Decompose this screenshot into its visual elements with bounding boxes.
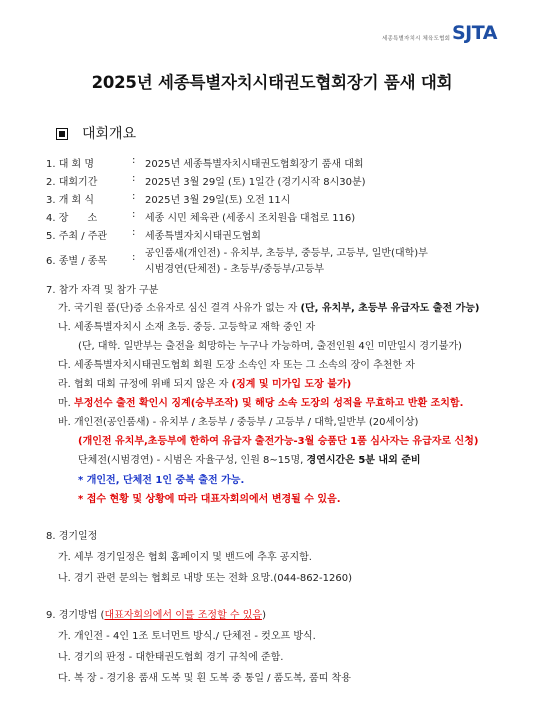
qualification-ma <box>58 394 463 409</box>
schedule-heading: 8. 경기일정 <box>46 531 98 542</box>
schedule-ga: 가. 세부 경기일정은 협회 홈페이지 및 밴드에 추후 공지함. <box>58 552 312 563</box>
sjta-logo <box>452 22 497 44</box>
schedule-na: 나. 경기 관련 문의는 협회로 내방 또는 전화 요망.(044-862-1260) <box>58 573 352 584</box>
row-label: 6. 종별 / 종목 <box>46 256 108 267</box>
method-na: 나. 경기의 판정 - 대한태권도협회 경기 규칙에 준함. <box>58 652 284 663</box>
method-heading-note: 대표자회의에서 이를 조정할 수 있음 <box>104 610 263 621</box>
overview-heading-text: 대회개요 <box>82 126 137 142</box>
qualification-team-text: 단체전(시범경연) - 시범은 자율구성, 인원 8~15명, <box>78 455 307 466</box>
qualification-ba: 바. 개인전(공인품새) - 유치부 / 초등부 / 중등부 / 고등부 / 대학,일반부 (20세이상) <box>58 417 419 428</box>
qualification-star-1 <box>78 471 244 486</box>
row-value: 시범경연(단체전) - 초등부/중등부/고등부 <box>145 264 325 275</box>
logo-caption: 세종특별자치시 체육도협회 <box>382 36 451 42</box>
logo-mark-ta: TA <box>471 22 497 44</box>
qualification-ra-note: (징계 및 미가입 도장 불가) <box>231 379 352 390</box>
row-value: 2025년 3월 29일(토) 오전 11시 <box>145 195 291 206</box>
row-value: 공인품새(개인전) - 유치부, 초등부, 중등부, 고등부, 일반(대학)부 <box>145 248 428 259</box>
row-value: 세종 시민 체육관 (세종시 조치원읍 대첩로 116) <box>145 213 356 224</box>
row-colon: : <box>132 191 136 202</box>
row-value: 2025년 세종특별자치시태권도협회장기 품새 대회 <box>145 159 364 170</box>
qualification-star-2-text: * 접수 현황 및 상황에 따라 대표자회의에서 변경될 수 있음. <box>78 494 341 505</box>
method-heading-suffix: ) <box>262 610 266 621</box>
qualification-na-sub: (단, 대학. 일반부는 출전을 희망하는 누구나 가능하며, 출전인원 4인 미만일시 경기불가) <box>78 341 462 352</box>
method-heading <box>46 606 266 621</box>
qualification-ga-text: 가. 국기원 품(단)증 소유자로 심신 결격 사유가 없는 자 <box>58 303 301 314</box>
qualification-ga <box>58 299 480 314</box>
row-value: 2025년 3월 29일 (토) 1일간 (경기시작 8시30분) <box>145 177 366 188</box>
method-heading-prefix: 9. 경기방법 ( <box>46 610 105 621</box>
page-title: 2025년 세종특별자치시태권도협회장기 품새 대회 <box>91 73 453 92</box>
qualification-ra <box>58 375 351 390</box>
filled-square-bullet-icon <box>56 128 68 140</box>
row-colon: : <box>132 227 136 238</box>
qualification-na: 나. 세종특별자치시 소재 초등. 중등. 고등학교 재학 중인 자 <box>58 322 316 333</box>
qualification-ga-note: (단, 유치부, 초등부 유급자도 출전 가능) <box>300 303 480 314</box>
row-label: 3. 개 회 식 <box>46 195 95 206</box>
row-label: 1. 대 회 명 <box>46 159 95 170</box>
qualification-ra-text: 라. 협회 대회 규정에 위배 되지 않은 자 <box>58 379 232 390</box>
row-label: 5. 주최 / 주관 <box>46 231 108 242</box>
row-label: 2. 대회기간 <box>46 177 98 188</box>
qualification-ba-note: (개인전 유치부,초등부에 한하여 유급자 출전가능-3월 승품단 1품 심사자는 유급자로 신청) <box>78 436 479 447</box>
qualification-team <box>78 451 421 466</box>
method-ga: 가. 개인전 - 4인 1조 토너먼트 방식./ 단체전 - 컷오프 방식. <box>58 631 316 642</box>
method-da: 다. 복 장 - 경기용 품새 도복 및 흰 도복 중 통일 / 품도복, 품띠 착용 <box>58 673 351 684</box>
qualification-star-1-text: * 개인전, 단체전 1인 중복 출전 가능. <box>78 475 245 486</box>
qualification-ma-prefix: 마. <box>58 398 75 409</box>
row-colon: : <box>132 209 136 220</box>
qualification-ma-warning: 부정선수 출전 확인시 징계(승부조작) 및 해당 소속 도장의 성적을 무효하고 반환 조치함. <box>74 398 464 409</box>
row-colon: : <box>132 155 136 166</box>
qualification-da: 다. 세종특별자치시태권도협회 회원 도장 소속인 자 또는 그 소속의 장이 추천한 자 <box>58 360 415 371</box>
row-colon: : <box>132 252 136 263</box>
row-label: 4. 장 소 <box>46 213 98 224</box>
qualification-team-note: 경연시간은 5분 내외 준비 <box>306 455 421 466</box>
row-value: 세종특별자치시태권도협회 <box>145 231 261 242</box>
qualification-star-2 <box>78 490 341 505</box>
qualification-heading: 7. 참가 자격 및 참가 구분 <box>46 285 159 296</box>
row-colon: : <box>132 173 136 184</box>
logo-mark-sj: SJ <box>452 22 472 44</box>
overview-heading <box>56 123 136 143</box>
